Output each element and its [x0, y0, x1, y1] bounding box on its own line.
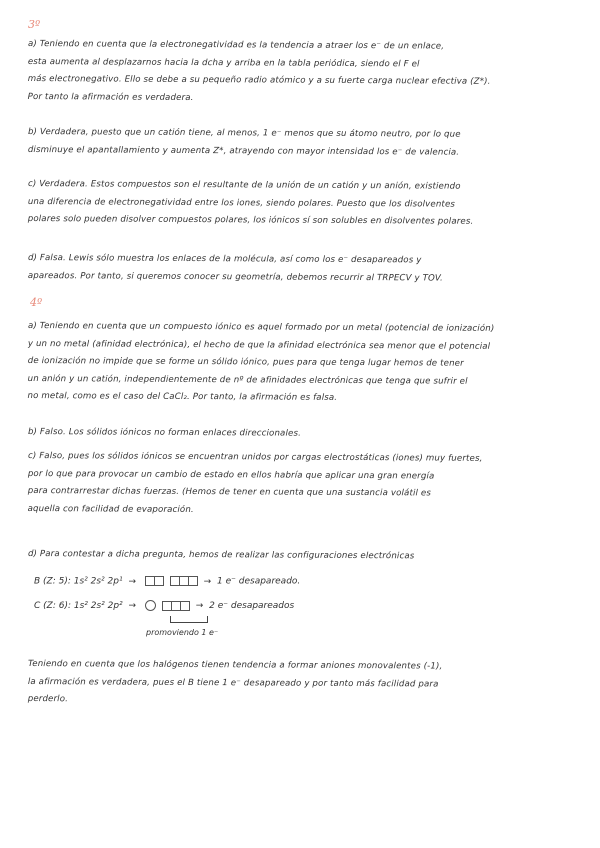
q3-a-line: a) Teniendo en cuenta que la electronegatividad es la tendencia a atraer los e⁻ de un enlace, — [27, 38, 445, 52]
promotion-brace — [170, 616, 208, 623]
q3-c-line: una diferencia de electronegatividad entre los iones, siendo polares. Puesto que los disolventes — [27, 196, 456, 210]
q3-a-line: más electronegativo. Ello se debe a su pequeño radio atómico y a su fuerte carga nuclear efectiva (Z*). — [27, 73, 491, 87]
boron-config-result: 1 e⁻ desapareado. — [217, 576, 301, 587]
q4-a-line: no metal, como es el caso del CaCl₂. Por tanto, la afirmación es falsa. — [27, 390, 338, 403]
q4-answer-a — [27, 318, 556, 409]
q4-answer-b — [28, 424, 556, 445]
q3-c-line: polares solo pueden disolver compuestos polares, los iónicos sí son solubles en disolventes polares. — [27, 213, 474, 227]
orbital-box-icon — [154, 576, 164, 586]
q3-answer-c — [28, 176, 556, 232]
q4-c-line: por lo que para provocar un cambio de estado en ellos habría que aplicar una gran energía — [27, 468, 435, 481]
arrow-icon: → — [195, 601, 204, 611]
arrow-icon: → — [203, 576, 212, 587]
q3-d-line: apareados. Por tanto, si queremos conocer su geometría, debemos recurrir al TRPECV y TOV. — [27, 270, 443, 284]
q4-answer-c — [28, 448, 556, 521]
q3-answer-d — [28, 250, 556, 288]
q3-b-line: disminuye el apantallamiento y aumenta Z*, atrayendo con mayor intensidad los e⁻ de valencia. — [27, 144, 460, 158]
question-4-number: 4º — [30, 296, 43, 309]
q3-b-line: b) Verdadera, puesto que un catión tiene, al menos, 1 e⁻ menos que su átomo neutro, por lo que — [27, 126, 461, 140]
arrow-icon: → — [128, 576, 136, 587]
carbon-configuration — [34, 600, 294, 611]
q4-conclusion — [28, 656, 556, 712]
q4-d-line: d) Para contestar a dicha pregunta, hemos de realizar las configuraciones electrónicas — [27, 548, 415, 562]
q4-a-line: y un no metal (afinidad electrónica), el hecho de que la afinidad electrónica sea menor que el potencial — [27, 338, 491, 352]
q4-c-line: para contrarrestar dichas fuerzas. (Hemos de tener en cuenta que una sustancia volátil es — [27, 485, 432, 499]
boron-configuration — [34, 576, 300, 587]
q4-answer-d — [28, 546, 556, 567]
q4-c-line: aquella con facilidad de evaporación. — [27, 503, 194, 515]
arrow-icon: → — [128, 601, 137, 611]
orbital-box-icon — [188, 576, 198, 586]
conclusion-line: la afirmación es verdadera, pues el B tiene 1 e⁻ desapareado y por tanto más facilidad para — [27, 676, 439, 690]
carbon-config-label: C (Z: 6): 1s² 2s² 2p² — [34, 601, 123, 611]
orbital-box-icon — [180, 601, 190, 611]
boron-config-label: B (Z: 5): 1s² 2s² 2p¹ — [34, 576, 123, 587]
q4-c-line: c) Falso, pues los sólidos iónicos se encuentran unidos por cargas electrostáticas (iones) muy fuertes, — [27, 450, 483, 464]
q3-answer-a — [28, 36, 556, 109]
question-3-number: 3º — [28, 18, 41, 31]
promotion-note: promoviendo 1 e⁻ — [146, 628, 219, 637]
circled-orbital-box-icon — [145, 600, 156, 611]
q4-a-line: un anión y un catión, independientemente de nº de afinidades electrónicas que tenga que sufrir el — [27, 373, 468, 387]
carbon-config-result: 2 e⁻ desapareados — [209, 601, 295, 611]
conclusion-line: Teniendo en cuenta que los halógenos tienen tendencia a formar aniones monovalentes (-1), — [27, 658, 443, 672]
q4-a-line: de ionización no impide que se forme un sólido iónico, pues para que tenga lugar hemos de tener — [27, 355, 464, 369]
q3-a-line: Por tanto la afirmación es verdadera. — [27, 91, 194, 103]
q4-a-line: a) Teniendo en cuenta que un compuesto iónico es aquel formado por un metal (potencial de ionización) — [27, 320, 495, 334]
q3-a-line: esta aumenta al desplazarnos hacia la dcha y arriba en la tabla periódica, siendo el F el — [27, 56, 420, 69]
q4-b-line: b) Falso. Los sólidos iónicos no forman enlaces direccionales. — [27, 426, 302, 439]
conclusion-line: perderlo. — [27, 693, 69, 705]
q3-answer-b — [28, 124, 556, 162]
q3-d-line: d) Falsa. Lewis sólo muestra los enlaces de la molécula, así como los e⁻ desapareados y — [27, 252, 422, 266]
q3-c-line: c) Verdadera. Estos compuestos son el resultante de la unión de un catión y un anión, existiendo — [27, 178, 461, 192]
